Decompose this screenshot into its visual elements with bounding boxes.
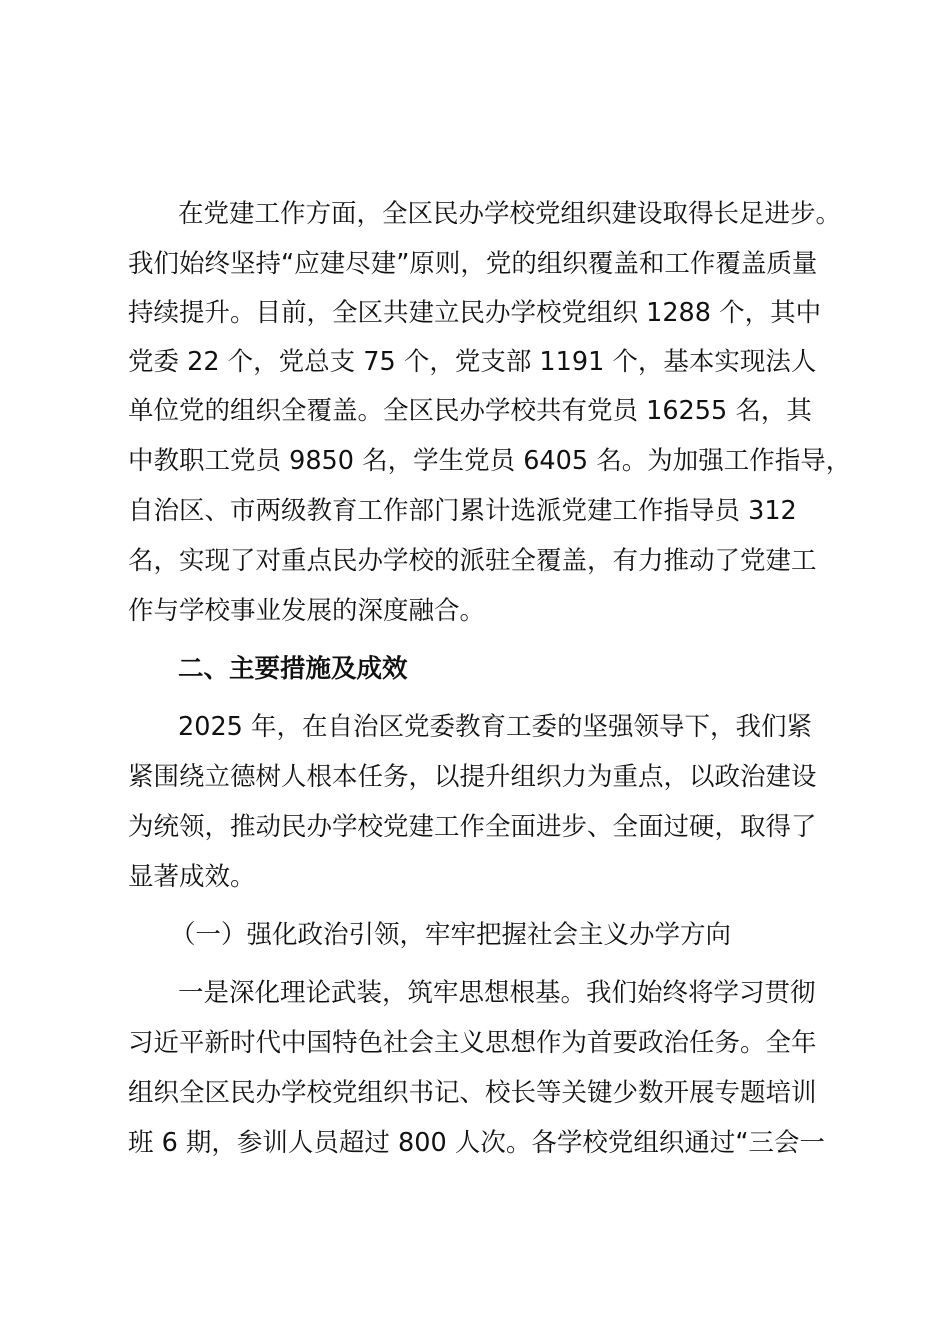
paragraph-line: 为统领，推动民办学校党建工作全面进步、全面过硬，取得了 bbox=[128, 812, 817, 842]
paragraph-line: 党委 22 个，党总支 75 个，党支部 1191 个，基本实现法人 bbox=[128, 347, 817, 377]
paragraph-line: 在党建工作方面，全区民办学校党组织建设取得长足进步。 bbox=[178, 199, 842, 229]
paragraph-line: 单位党的组织全覆盖。全区民办学校共有党员 16255 名，其 bbox=[128, 396, 812, 426]
subsection-heading: （一）强化政治引领，牢牢把握社会主义办学方向 bbox=[170, 920, 732, 950]
paragraph-line: 习近平新时代中国特色社会主义思想作为首要政治任务。全年 bbox=[128, 1028, 817, 1058]
paragraph-line: 紧围绕立德树人根本任务，以提升组织力为重点，以政治建设 bbox=[128, 762, 817, 792]
paragraph-line: 2025 年，在自治区党委教育工委的坚强领导下，我们紧 bbox=[178, 712, 813, 742]
section-heading: 二、主要措施及成效 bbox=[178, 654, 408, 684]
paragraph-line: 持续提升。目前，全区共建立民办学校党组织 1288 个，其中 bbox=[128, 298, 822, 328]
paragraph-line: 我们始终坚持“应建尽建”原则，党的组织覆盖和工作覆盖质量 bbox=[128, 249, 818, 279]
paragraph-line: 班 6 期，参训人员超过 800 人次。各学校党组织通过“三会一 bbox=[128, 1128, 826, 1158]
paragraph-line: 组织全区民办学校党组织书记、校长等关键少数开展专题培训 bbox=[128, 1078, 817, 1108]
paragraph-line: 一是深化理论武装，筑牢思想根基。我们始终将学习贯彻 bbox=[178, 978, 816, 1008]
paragraph-line: 中教职工党员 9850 名，学生党员 6405 名。为加强工作指导， bbox=[128, 446, 852, 476]
paragraph-line: 作与学校事业发展的深度融合。 bbox=[128, 596, 486, 626]
paragraph-line: 自治区、市两级教育工作部门累计选派党建工作指导员 312 bbox=[128, 496, 797, 526]
paragraph-line: 显著成效。 bbox=[128, 862, 256, 892]
paragraph-line: 名，实现了对重点民办学校的派驻全覆盖，有力推动了党建工 bbox=[128, 546, 817, 576]
